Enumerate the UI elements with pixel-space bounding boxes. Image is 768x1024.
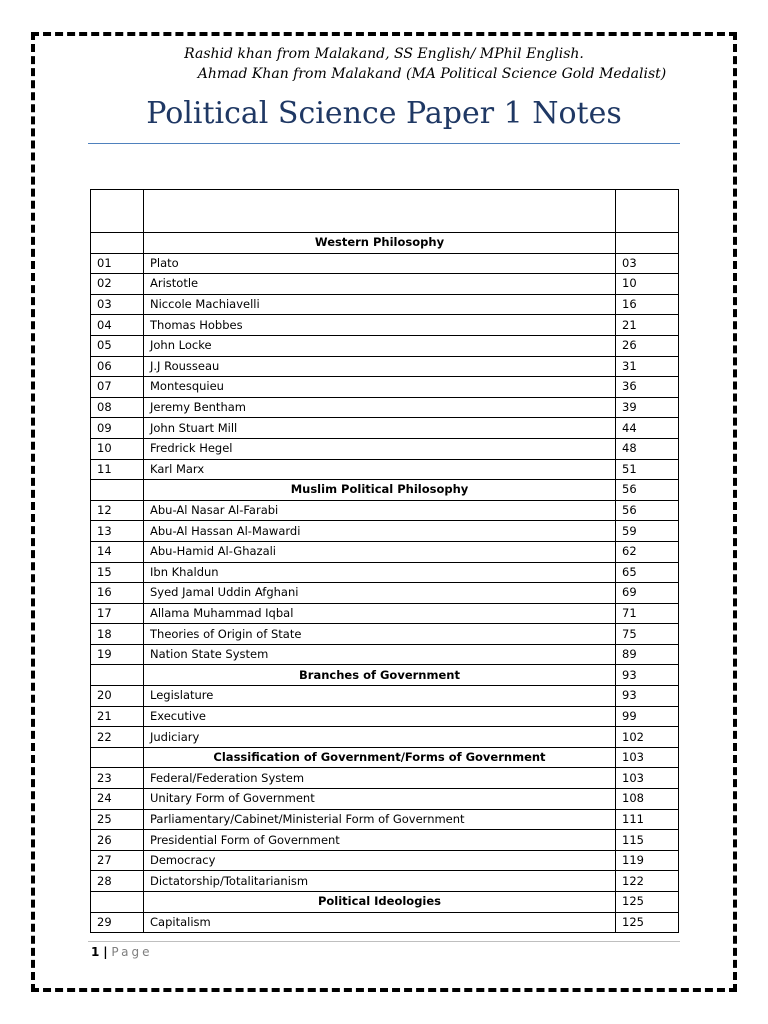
row-page: 44 bbox=[616, 418, 679, 439]
row-number: 23 bbox=[91, 768, 144, 789]
table-row bbox=[91, 521, 679, 542]
row-topic: John Locke bbox=[144, 335, 616, 356]
row-number: 07 bbox=[91, 377, 144, 398]
row-page: 103 bbox=[616, 747, 679, 768]
row-page: 119 bbox=[616, 850, 679, 871]
table-row bbox=[91, 850, 679, 871]
row-number: 18 bbox=[91, 624, 144, 645]
row-topic: Legislature bbox=[144, 686, 616, 707]
table-row bbox=[91, 459, 679, 480]
table-row bbox=[91, 315, 679, 336]
row-topic: Western Philosophy bbox=[144, 233, 616, 254]
table-row bbox=[91, 727, 679, 748]
row-topic: Ibn Khaldun bbox=[144, 562, 616, 583]
row-topic: Parliamentary/Cabinet/Ministerial Form of Government bbox=[144, 809, 616, 830]
table-row bbox=[91, 253, 679, 274]
title-divider bbox=[88, 143, 680, 144]
row-page: 89 bbox=[616, 644, 679, 665]
row-number: 01 bbox=[91, 253, 144, 274]
row-page: 59 bbox=[616, 521, 679, 542]
row-topic: Judiciary bbox=[144, 727, 616, 748]
row-page: 56 bbox=[616, 500, 679, 521]
row-number: 19 bbox=[91, 644, 144, 665]
table-row bbox=[91, 541, 679, 562]
row-topic: Federal/Federation System bbox=[144, 768, 616, 789]
row-page: 71 bbox=[616, 603, 679, 624]
table-row bbox=[91, 871, 679, 892]
row-number: 16 bbox=[91, 583, 144, 604]
row-topic: Presidential Form of Government bbox=[144, 830, 616, 851]
row-number: 28 bbox=[91, 871, 144, 892]
table-row bbox=[91, 562, 679, 583]
row-number bbox=[91, 233, 144, 254]
page-footer bbox=[91, 944, 152, 960]
row-topic: Thomas Hobbes bbox=[144, 315, 616, 336]
row-topic: Abu-Al Nasar Al-Farabi bbox=[144, 500, 616, 521]
row-page: 108 bbox=[616, 789, 679, 810]
row-number: 08 bbox=[91, 397, 144, 418]
row-number: 04 bbox=[91, 315, 144, 336]
row-topic: Plato bbox=[144, 253, 616, 274]
row-number: 27 bbox=[91, 850, 144, 871]
row-topic: Branches of Government bbox=[144, 665, 616, 686]
table-row bbox=[91, 500, 679, 521]
row-topic: Executive bbox=[144, 706, 616, 727]
row-number: 03 bbox=[91, 294, 144, 315]
row-page: 111 bbox=[616, 809, 679, 830]
header-cell-number bbox=[91, 190, 144, 233]
row-topic: Unitary Form of Government bbox=[144, 789, 616, 810]
row-topic: Fredrick Hegel bbox=[144, 438, 616, 459]
row-topic: Niccole Machiavelli bbox=[144, 294, 616, 315]
table-row bbox=[91, 644, 679, 665]
row-topic: Montesquieu bbox=[144, 377, 616, 398]
table-row bbox=[91, 768, 679, 789]
row-page: 93 bbox=[616, 686, 679, 707]
row-page: 03 bbox=[616, 253, 679, 274]
author-line-1: Rashid khan from Malakand, SS English/ MPhil English. bbox=[184, 46, 584, 62]
header-cell-page bbox=[616, 190, 679, 233]
table-row bbox=[91, 624, 679, 645]
row-number: 17 bbox=[91, 603, 144, 624]
row-page: 26 bbox=[616, 335, 679, 356]
row-number: 11 bbox=[91, 459, 144, 480]
table-row bbox=[91, 294, 679, 315]
page-title: Political Science Paper 1 Notes bbox=[146, 96, 622, 131]
row-page: 102 bbox=[616, 727, 679, 748]
footer-page-label: Page bbox=[111, 945, 153, 959]
row-number: 02 bbox=[91, 274, 144, 295]
row-page: 62 bbox=[616, 541, 679, 562]
section-row bbox=[91, 747, 679, 768]
table-row bbox=[91, 603, 679, 624]
row-number: 24 bbox=[91, 789, 144, 810]
table-row bbox=[91, 418, 679, 439]
row-topic: Allama Muhammad Iqbal bbox=[144, 603, 616, 624]
table-row bbox=[91, 377, 679, 398]
row-topic: Karl Marx bbox=[144, 459, 616, 480]
row-number: 20 bbox=[91, 686, 144, 707]
row-number: 06 bbox=[91, 356, 144, 377]
row-number: 21 bbox=[91, 706, 144, 727]
section-row bbox=[91, 892, 679, 913]
table-row bbox=[91, 789, 679, 810]
row-number: 13 bbox=[91, 521, 144, 542]
row-page: 16 bbox=[616, 294, 679, 315]
row-topic: Abu-Al Hassan Al-Mawardi bbox=[144, 521, 616, 542]
row-topic: Dictatorship/Totalitarianism bbox=[144, 871, 616, 892]
row-page: 122 bbox=[616, 871, 679, 892]
row-topic: Classification of Government/Forms of Government bbox=[144, 747, 616, 768]
table-header-row bbox=[91, 190, 679, 233]
table-row bbox=[91, 356, 679, 377]
row-topic: John Stuart Mill bbox=[144, 418, 616, 439]
row-topic: Aristotle bbox=[144, 274, 616, 295]
row-topic: Jeremy Bentham bbox=[144, 397, 616, 418]
table-row bbox=[91, 686, 679, 707]
section-row bbox=[91, 233, 679, 254]
table-row bbox=[91, 335, 679, 356]
row-page: 21 bbox=[616, 315, 679, 336]
contents-table bbox=[90, 189, 679, 933]
row-topic: Muslim Political Philosophy bbox=[144, 480, 616, 501]
row-page: 48 bbox=[616, 438, 679, 459]
row-number: 22 bbox=[91, 727, 144, 748]
row-page: 103 bbox=[616, 768, 679, 789]
row-number bbox=[91, 480, 144, 501]
row-number: 29 bbox=[91, 912, 144, 933]
section-row bbox=[91, 665, 679, 686]
row-number bbox=[91, 747, 144, 768]
author-line-2: Ahmad Khan from Malakand (MA Political Science Gold Medalist) bbox=[197, 66, 667, 82]
row-topic: Capitalism bbox=[144, 912, 616, 933]
row-number: 14 bbox=[91, 541, 144, 562]
row-number: 09 bbox=[91, 418, 144, 439]
row-topic: Nation State System bbox=[144, 644, 616, 665]
row-topic: Political Ideologies bbox=[144, 892, 616, 913]
row-number bbox=[91, 892, 144, 913]
row-page: 36 bbox=[616, 377, 679, 398]
table-row bbox=[91, 830, 679, 851]
row-page: 51 bbox=[616, 459, 679, 480]
row-number: 10 bbox=[91, 438, 144, 459]
table-row bbox=[91, 583, 679, 604]
footer-separator: | bbox=[103, 945, 108, 959]
table-row bbox=[91, 274, 679, 295]
footer-page-number: 1 bbox=[91, 945, 100, 959]
row-page: 39 bbox=[616, 397, 679, 418]
row-topic: Democracy bbox=[144, 850, 616, 871]
row-topic: J.J Rousseau bbox=[144, 356, 616, 377]
row-page: 31 bbox=[616, 356, 679, 377]
row-page: 10 bbox=[616, 274, 679, 295]
table-row bbox=[91, 809, 679, 830]
row-page bbox=[616, 233, 679, 254]
row-page: 99 bbox=[616, 706, 679, 727]
row-page: 65 bbox=[616, 562, 679, 583]
row-page: 56 bbox=[616, 480, 679, 501]
table-row bbox=[91, 912, 679, 933]
table-row bbox=[91, 397, 679, 418]
row-number: 12 bbox=[91, 500, 144, 521]
table-row bbox=[91, 706, 679, 727]
row-page: 125 bbox=[616, 892, 679, 913]
header-cell-topic bbox=[144, 190, 616, 233]
row-number: 26 bbox=[91, 830, 144, 851]
row-topic: Abu-Hamid Al-Ghazali bbox=[144, 541, 616, 562]
row-number: 25 bbox=[91, 809, 144, 830]
row-number: 15 bbox=[91, 562, 144, 583]
table-row bbox=[91, 438, 679, 459]
row-topic: Syed Jamal Uddin Afghani bbox=[144, 583, 616, 604]
row-topic: Theories of Origin of State bbox=[144, 624, 616, 645]
row-page: 125 bbox=[616, 912, 679, 933]
row-page: 115 bbox=[616, 830, 679, 851]
row-number: 05 bbox=[91, 335, 144, 356]
row-page: 69 bbox=[616, 583, 679, 604]
row-page: 93 bbox=[616, 665, 679, 686]
row-page: 75 bbox=[616, 624, 679, 645]
footer-divider bbox=[88, 941, 680, 942]
row-number bbox=[91, 665, 144, 686]
section-row bbox=[91, 480, 679, 501]
